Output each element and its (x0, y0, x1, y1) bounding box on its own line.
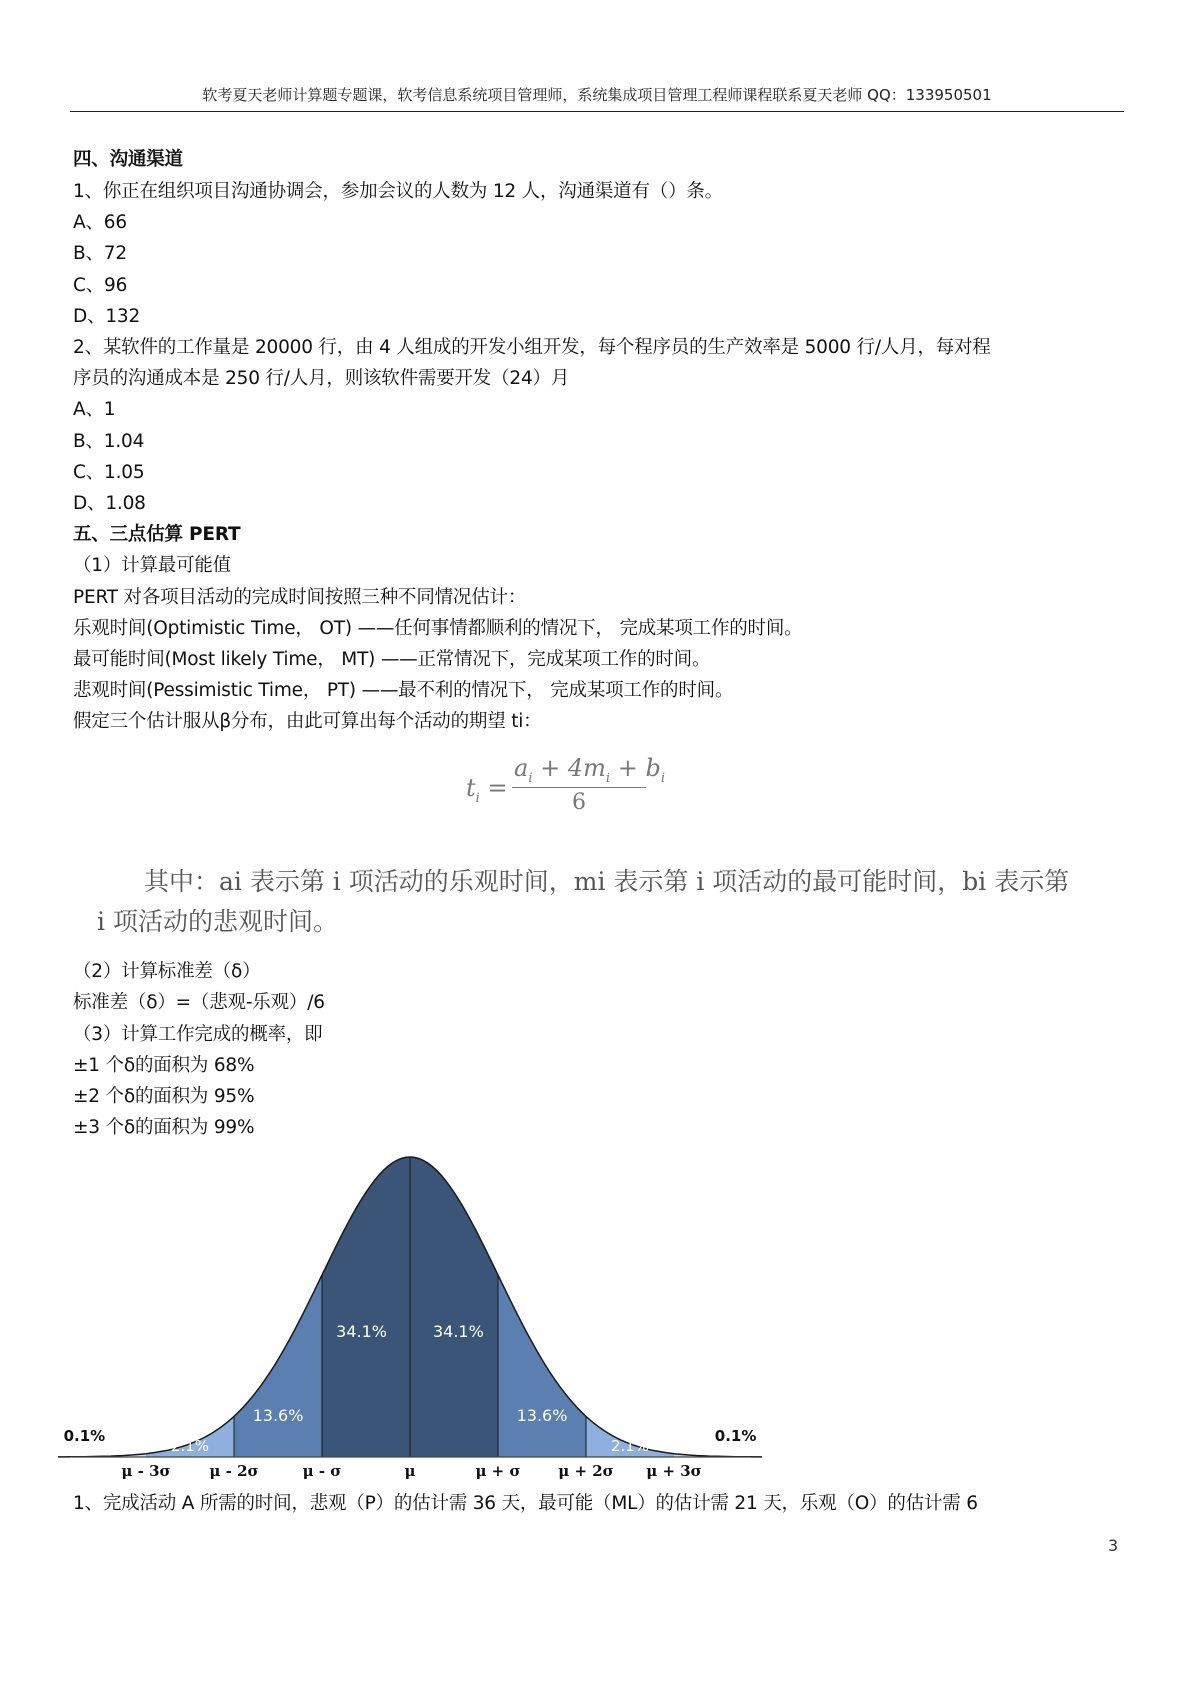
beta-assumption: 假定三个估计服从β分布，由此可算出每个活动的期望 ti： (73, 711, 542, 732)
tick-label-1: μ - 2σ (209, 1462, 259, 1480)
tick-label-5: μ + 2σ (558, 1462, 614, 1480)
region-label-7: 0.1% (714, 1427, 757, 1445)
section4-title: 四、沟通渠道 (73, 149, 183, 170)
q1-option-b: B、72 (73, 243, 127, 264)
region-label-4: 34.1% (432, 1322, 484, 1341)
pessimistic-time-def: 悲观时间(Pessimistic Time， PT) ——最不利的情况下， 完成某项工作的时间。 (73, 680, 734, 701)
region-label-1: 2.1% (170, 1437, 210, 1455)
normal-distribution-chart (63, 1145, 760, 1485)
section5-title: 五、三点估算 PERT (73, 524, 241, 545)
most-likely-time-def: 最可能时间(Most likely Time， MT) ——正常情况下，完成某项工作的时间。 (73, 649, 711, 670)
pert-q1-stem: 1、完成活动 A 所需的时间，悲观（P）的估计需 36 天，最可能（ML）的估计需 21 天，乐观（O）的估计需 6 (73, 1493, 978, 1514)
q2-stem-line2: 序员的沟通成本是 250 行/人月，则该软件需要开发（24）月 (73, 368, 570, 389)
std-formula: 标准差（δ）=（悲观-乐观）/6 (73, 992, 325, 1013)
region-label-6: 2.1% (610, 1437, 650, 1455)
optimistic-time-def: 乐观时间(Optimistic Time， OT) ——任何事情都顺利的情况下， 完成某项工作的时间。 (73, 618, 803, 639)
pert-intro: PERT 对各项目活动的完成时间按照三种不同情况估计： (73, 587, 527, 608)
region-label-0: 0.1% (63, 1427, 106, 1445)
area-1-sigma: ±1 个δ的面积为 68% (73, 1055, 255, 1076)
step1-label: （1）计算最可能值 (73, 555, 231, 576)
pert-formula: $t_i$ = $a_i + 4m_i + b_i$ 6 (466, 754, 665, 815)
header-rule (70, 111, 1124, 112)
tick-label-3: μ (404, 1462, 416, 1480)
note-line-1: 其中：ai 表示第 i 项活动的乐观时间，mi 表示第 i 项活动的最可能时间，bi 表示第 (144, 867, 1070, 896)
step2-label: （2）计算标准差（δ） (73, 961, 261, 982)
q2-option-c: C、1.05 (73, 462, 145, 483)
tick-label-2: μ - σ (302, 1462, 342, 1480)
area-2-sigma: ±2 个δ的面积为 95% (73, 1086, 255, 1107)
page-number: 3 (1108, 1536, 1119, 1555)
area-3-sigma: ±3 个δ的面积为 99% (73, 1117, 255, 1138)
q1-option-a: A、66 (73, 212, 127, 233)
step3-label: （3）计算工作完成的概率，即 (73, 1024, 323, 1045)
tick-label-6: μ + 3σ (646, 1462, 702, 1480)
q1-option-c: C、96 (73, 275, 128, 296)
region-label-5: 13.6% (516, 1406, 568, 1425)
tick-label-4: μ + σ (475, 1462, 521, 1480)
region-label-2: 13.6% (252, 1406, 304, 1425)
note-line-2: i 项活动的悲观时间。 (97, 907, 338, 936)
region-4 (410, 1157, 498, 1457)
q2-stem-line1: 2、某软件的工作量是 20000 行，由 4 人组成的开发小组开发，每个程序员的生产效率是 5000 行/人月，每对程 (73, 337, 991, 358)
formula-note (72, 862, 1102, 942)
region-3 (322, 1157, 410, 1457)
q2-option-a: A、1 (73, 399, 116, 420)
q2-option-b: B、1.04 (73, 431, 145, 452)
q1-stem: 1、你正在组织项目沟通协调会，参加会议的人数为 12 人，沟通渠道有（）条。 (73, 181, 723, 202)
q2-option-d: D、1.08 (73, 493, 146, 514)
region-label-3: 34.1% (336, 1322, 388, 1341)
tick-label-0: μ - 3σ (121, 1462, 171, 1480)
q1-option-d: D、132 (73, 306, 141, 327)
page-header: 软考夏天老师计算题专题课，软考信息系统项目管理师，系统集成项目管理工程师课程联系夏天老师 QQ：133950501 (202, 86, 992, 104)
